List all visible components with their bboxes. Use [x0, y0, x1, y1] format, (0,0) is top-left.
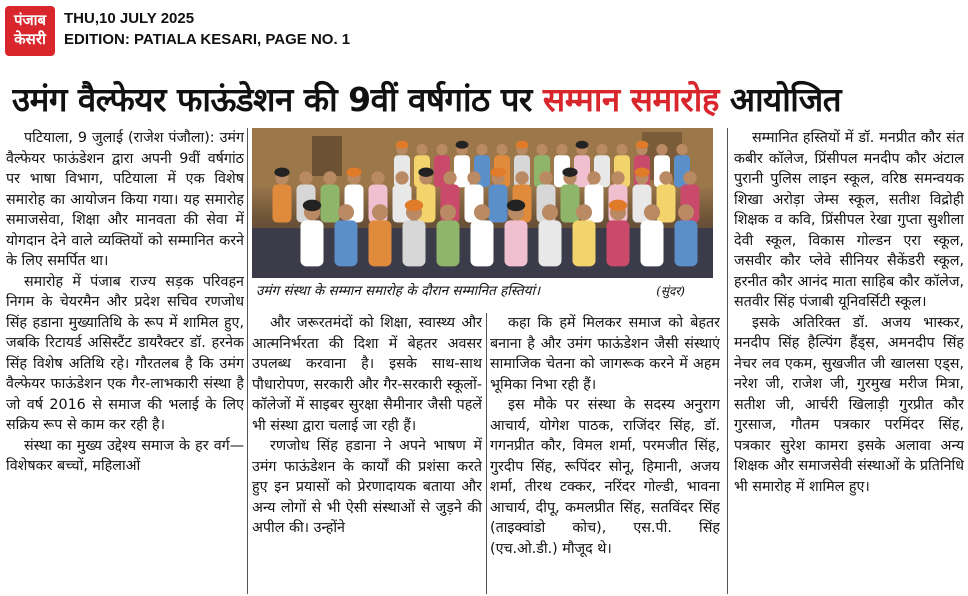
- photo-person-head: [476, 144, 487, 155]
- photo-person-body: [675, 220, 698, 266]
- photo-person-head: [542, 204, 558, 220]
- headline-part-3: आयोजित: [718, 80, 842, 119]
- edition-info: [64, 8, 350, 50]
- photo-person-body: [657, 185, 676, 223]
- photo-person-turban: [634, 167, 649, 177]
- photo-person-turban: [418, 167, 433, 177]
- photo-person-turban: [490, 167, 505, 177]
- caption-text: उमंग संस्था के सम्मान समारोह के दौरान सम्मानित हस्तियां।: [256, 283, 541, 299]
- logo-line-2: केसरी: [14, 30, 46, 48]
- photo-person-turban: [405, 200, 423, 212]
- paragraph: समारोह में पंजाब राज्य सड़क परिवहन निगम के चेयरमैन और प्रदेश सचिव रणजोध सिंह हडाना मुख्यातिथि के रूप में शामिल हुए, जबकि रिटायर्ड असिस्टैंट डायरैक्टर डॉ. हरनेक सिंह विशेष अतिथि रहे। गौरतलब है कि उमंग वैल्फेयर फाऊंडेशन एक गैर-लाभकारी संस्था है जो वर्ष 2016 से समाज की भलाई के लिए सक्रिय रूप से काम कर रही है।: [6, 273, 244, 433]
- photo-person-turban: [346, 167, 361, 177]
- photo-person-head: [299, 171, 312, 184]
- photo-person-head: [496, 144, 507, 155]
- issue-date: THU,10 JULY 2025: [64, 10, 195, 27]
- photo-person-head: [515, 171, 528, 184]
- article-headline: [12, 78, 962, 124]
- paragraph: रणजोध सिंह हडाना ने अपने भाषण में उमंग फाऊंडेशन के कार्यों की प्रशंसा करते हुए इन प्रयासों को प्रेरणादायक बताया और अन्य लोगों से भी ऐसी संस्थाओं से जुड़ने की अपील की। उन्होंने: [252, 438, 482, 536]
- photo-person-body: [369, 220, 392, 266]
- photo-person-head: [676, 144, 687, 155]
- photo-person-head: [338, 204, 354, 220]
- paragraph: पटियाला, 9 जुलाई (राजेश पंजौला): उमंग वैल्फेयर फाऊंडेशन द्वारा अपनी 9वीं वर्षगांठ पर भाषा विभाग, पटियाला में एक विशेष समारोह का आयोजन किया गया। यह समारोह समाजसेवा, शिक्षा और मानवता की सेवा में योगदान देने वाले व्यक्तियों को सम्मानित करने के लिए समर्पित था।: [6, 130, 244, 269]
- group-photo-illustration: [252, 128, 713, 278]
- photo-person-turban: [562, 167, 577, 177]
- logo-line-1: पंजाब: [13, 11, 47, 29]
- photo-person-body: [471, 220, 494, 266]
- photo-person-turban: [636, 141, 649, 149]
- photo-person-head: [587, 171, 600, 184]
- photo-person-turban: [456, 141, 469, 149]
- photo-credit: (सुंदर): [656, 284, 685, 298]
- article-column-3: [490, 313, 720, 595]
- photo-person-head: [683, 171, 696, 184]
- photo-person-body: [454, 155, 470, 187]
- photo-person-head: [678, 204, 694, 220]
- photo-person-head: [659, 171, 672, 184]
- paragraph: सम्मानित हस्तियों में डॉ. मनप्रीत कौर संत कबीर कॉलेज, प्रिंसीपल मनदीप कौर अंटाल पुरानी पुलिस लाइन स्कूल, वरिष्ठ समन्वयक शिखा अरोड़ा जेम्स स्कूल, सतीश विद्रोही शिक्षक व कवि, प्रिंसीपल रेखा गुप्ता सुशीला देवी स्कूल, विकास गोल्डन एरा स्कूल, जसवीर कौर प्लेवे सीनियर सैकेंडरी स्कूल, हरनीत कौर आनंद माता साहिब कौर कॉलेज, सतवीर सिंह पंजाबी यूनिवर्सिटी स्कूल।: [734, 130, 964, 310]
- photo-person-body: [321, 185, 340, 223]
- photo-person-turban: [274, 167, 289, 177]
- photo-person-body: [437, 220, 460, 266]
- photo-person-body: [539, 220, 562, 266]
- photo-person-head: [644, 204, 660, 220]
- photo-person-head: [416, 144, 427, 155]
- article-column-1: [6, 128, 244, 594]
- column-divider: [247, 128, 248, 594]
- column-divider: [727, 128, 728, 594]
- photo-person-body: [489, 185, 508, 223]
- photo-person-head: [536, 144, 547, 155]
- headline-highlight: सम्मान समारोह: [542, 80, 719, 119]
- photo-person-body: [335, 220, 358, 266]
- photo-person-head: [539, 171, 552, 184]
- photo-person-turban: [576, 141, 589, 149]
- paragraph: इस मौके पर संस्था के सदस्य अनुराग आचार्य, योगेश पाठक, राजिंदर सिंह, डॉ. गगनप्रीत कौर, विमल शर्मा, परमजीत सिंह, गुरदीप सिंह, रूपिंदर सोनू, हिमानी, अजय शर्मा, तीरथ टक्कर, नरिंदर गोल्डी, भावना आचार्य, दीपू, कमलप्रीत सिंह, सतविंदर सिंह (ताइक्वांडो कोच), एस.पी. सिंह (एच.ओ.डी.) मौजूद थे।: [490, 397, 720, 557]
- photo-person-head: [611, 171, 624, 184]
- headline-part-1: उमंग वैल्फेयर फाऊंडेशन की 9वीं वर्षगांठ पर: [12, 80, 543, 119]
- photo-person-head: [596, 144, 607, 155]
- photo-person-head: [443, 171, 456, 184]
- photo-person-head: [656, 144, 667, 155]
- photo-person-turban: [303, 200, 321, 212]
- photo-person-body: [641, 220, 664, 266]
- photo-person-head: [436, 144, 447, 155]
- photo-person-body: [403, 220, 426, 266]
- paragraph: कहा कि हमें मिलकर समाज को बेहतर बनाना है और उमंग फाऊंडेशन जैसी संस्थाएं सामाजिक चेतना को जागरूक करने में अहम भूमिका निभा रही हैं।: [490, 315, 720, 393]
- photo-person-head: [372, 204, 388, 220]
- masthead: [0, 0, 968, 64]
- event-group-photo: [252, 128, 713, 278]
- paragraph: इसके अतिरिक्त डॉ. अजय भास्कर, मनदीप सिंह हैल्पिंग हैंड्स, अमनदीप सिंह नेचर लव एकम, सुखजीत जी खालसा एड्स, नरेश जी, राजेश जी, गुरमुख मरीज मित्रा, सतीश जी, आर्चरी खिलाड़ी गुरप्रीत कौर गुरसाज, गौतम पत्रकार परमिंदर सिंह, पत्रकार सुरेश कामरा इसके अलावा अन्य शिक्षक और समाजसेवी संस्थाओं के प्रतिनिधि भी समारोह में शामिल हुए।: [734, 314, 964, 495]
- photo-person-head: [616, 144, 627, 155]
- punjab-kesari-logo: [5, 6, 55, 56]
- photo-person-turban: [396, 141, 409, 149]
- column-divider: [486, 313, 487, 594]
- photo-person-head: [395, 171, 408, 184]
- photo-person-turban: [516, 141, 529, 149]
- photo-person-body: [561, 185, 580, 223]
- photo-person-body: [505, 220, 528, 266]
- paragraph: और जरूरतमंदों को शिक्षा, स्वास्थ्य और आत्मनिर्भरता की दिशा में बेहतर अवसर उपलब्ध करवाना है। इसके साथ-साथ पौधारोपण, सरकारी और गैर-सरकारी स्कूलों-कॉलेजों में साइबर सुरक्षा सैमीनार जैसी पहलें भी संस्था द्वारा चलाई जा रही हैं।: [252, 315, 482, 434]
- article-column-4: [734, 128, 964, 594]
- photo-person-head: [556, 144, 567, 155]
- edition-name: EDITION: PATIALA KESARI, PAGE NO. 1: [64, 31, 351, 48]
- photo-person-turban: [609, 200, 627, 212]
- paragraph: संस्था का मुख्य उद्देश्य समाज के हर वर्ग—विशेषकर बच्चों, महिलाओं: [6, 437, 244, 474]
- photo-person-head: [440, 204, 456, 220]
- photo-person-head: [467, 171, 480, 184]
- photo-person-turban: [507, 200, 525, 212]
- photo-person-body: [573, 220, 596, 266]
- photo-person-body: [301, 220, 324, 266]
- photo-person-head: [576, 204, 592, 220]
- photo-person-head: [371, 171, 384, 184]
- photo-person-head: [323, 171, 336, 184]
- photo-caption: [252, 279, 713, 305]
- photo-person-body: [607, 220, 630, 266]
- photo-person-body: [273, 185, 292, 223]
- photo-person-head: [474, 204, 490, 220]
- article-column-2: [252, 313, 482, 595]
